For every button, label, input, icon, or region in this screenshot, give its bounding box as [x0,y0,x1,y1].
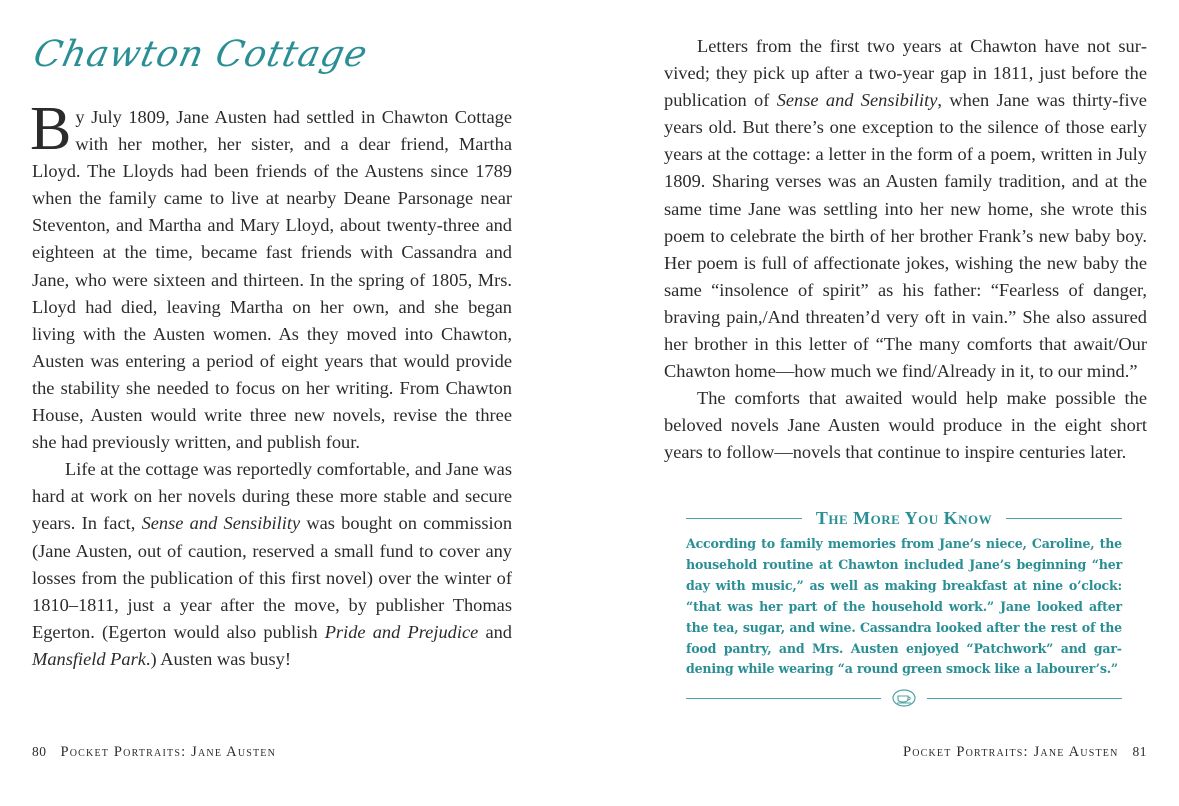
more-you-know-sidebar [686,508,1122,708]
sidebar-footer-rule-right [927,698,1122,699]
book-title-pride-and-prejudice: Pride and Prejudice [324,621,479,642]
left-body-text [30,95,513,673]
left-paragraph-2-text-b: was bought on commission (Jane Austen, out of caution, reserved a small fund to cover any losses from the publication of this first novel) over the winter of 1810–1811, just a year after the move, by publisher Thomas Egerton. (Egerton would also publish [32,513,513,642]
left-paragraph-2-text-a: Life at the cottage was reportedly comfortable, and Jane was hard at work on her novels during these more stable and secure years. In fact, [32,459,512,534]
left-paragraph-1-text: y July 1809, Jane Austen had settled in Chawton Cottage with her mother, her sister, and a dear friend, Martha Lloyd. The Lloyds had been friends of the Austens since 1789 when the family came to live at nearby Deane Parsonage near Steventon, and Martha and Mary Lloyd, about twenty-three and eighteen at the time, became fast friends with Cassandra and Jane, who were sixteen and thirteen. In the spring of 1805, Mrs. Lloyd had died, leaving Martha on her own, and she began living with the Austen women. As they moved into Chawton, Austen was entering a period of eight years that would provide the stability she needed to focus on her writing. From Chawton House, Austen would write three new novels, revise the three she had previously written, and publish four. [32,107,512,453]
sidebar-body: According to family memories from Jane’s niece, Caroline, the household routine at Chawton included Jane’s beginning “her day with music,” as well as making breakfast at nine o’clock: “that was her part of the household work.” Jane looked after the tea, sugar, and wine. Cassandra looked after the rest of the food pantry, and Mrs. Austen enjoyed “Patchwork” and gardening while wearing “a round green smock like a labourer’s.” [686,536,1122,677]
book-title-mansfield-park: Mansfield Park [32,648,146,669]
teacup-icon [891,688,917,708]
page-number-left: 80 [32,744,47,759]
sidebar-footer [686,688,1122,708]
left-footer [32,744,276,761]
chapter-title: Chawton Cottage [30,34,372,75]
right-paragraph-1-text-b: , when Jane was thirty-five years old. But there’s one exception to the silence of those early years at the cottage: a letter in the form of a poem, written in July 1809. Sharing verses was an Austen family tradition, and at the same time Jane was settling into her new home, she wrote this poem to celebrate the birth of her brother Frank’s new baby boy. Her poem is full of affectionate jokes, wishing the new baby the same “insolence of spirit” as his father: “Fearless of danger, braving pain,/And threaten’d very oft in vain.” She also assured her brother in this letter of “The many comforts that await/Our Chawton home—how much we find/Already in it, to our mind.” [664,90,1147,382]
left-paragraph-2-text-d: .) Austen was busy! [145,648,291,669]
sidebar-title: The More You Know [815,508,993,528]
sidebar-header [686,508,1122,529]
running-title-left: Pocket Portraits: Jane Austen [60,744,277,760]
right-paragraph-1-text-a: Letters from the first two years at Chawton have not survived; they pick up after a two-year gap in 1811, just before the publication of [664,36,1147,111]
book-title-sense-and-sensibility-2: Sense and Sensibility [776,90,938,111]
sidebar-rule-left [686,518,802,519]
sidebar-footer-rule-left [686,698,881,699]
left-paragraph-2-text-c: and [478,621,512,642]
right-paragraph-2: The comforts that awaited would help make possible the beloved novels Jane Austen would produce in the eight short years to follow—novels that continue to inspire centuries later. [664,388,1147,463]
book-title-sense-and-sensibility: Sense and Sensibility [141,513,301,534]
right-footer [903,744,1147,761]
left-paragraph-2 [32,456,512,673]
page-number-right: 81 [1132,744,1147,759]
right-paragraph-1 [664,33,1147,385]
sidebar-rule-right [1006,518,1122,519]
drop-cap: B [30,95,72,163]
running-title-right: Pocket Portraits: Jane Austen [902,744,1119,760]
left-paragraph-1 [30,95,512,456]
right-body-text [664,33,1147,467]
